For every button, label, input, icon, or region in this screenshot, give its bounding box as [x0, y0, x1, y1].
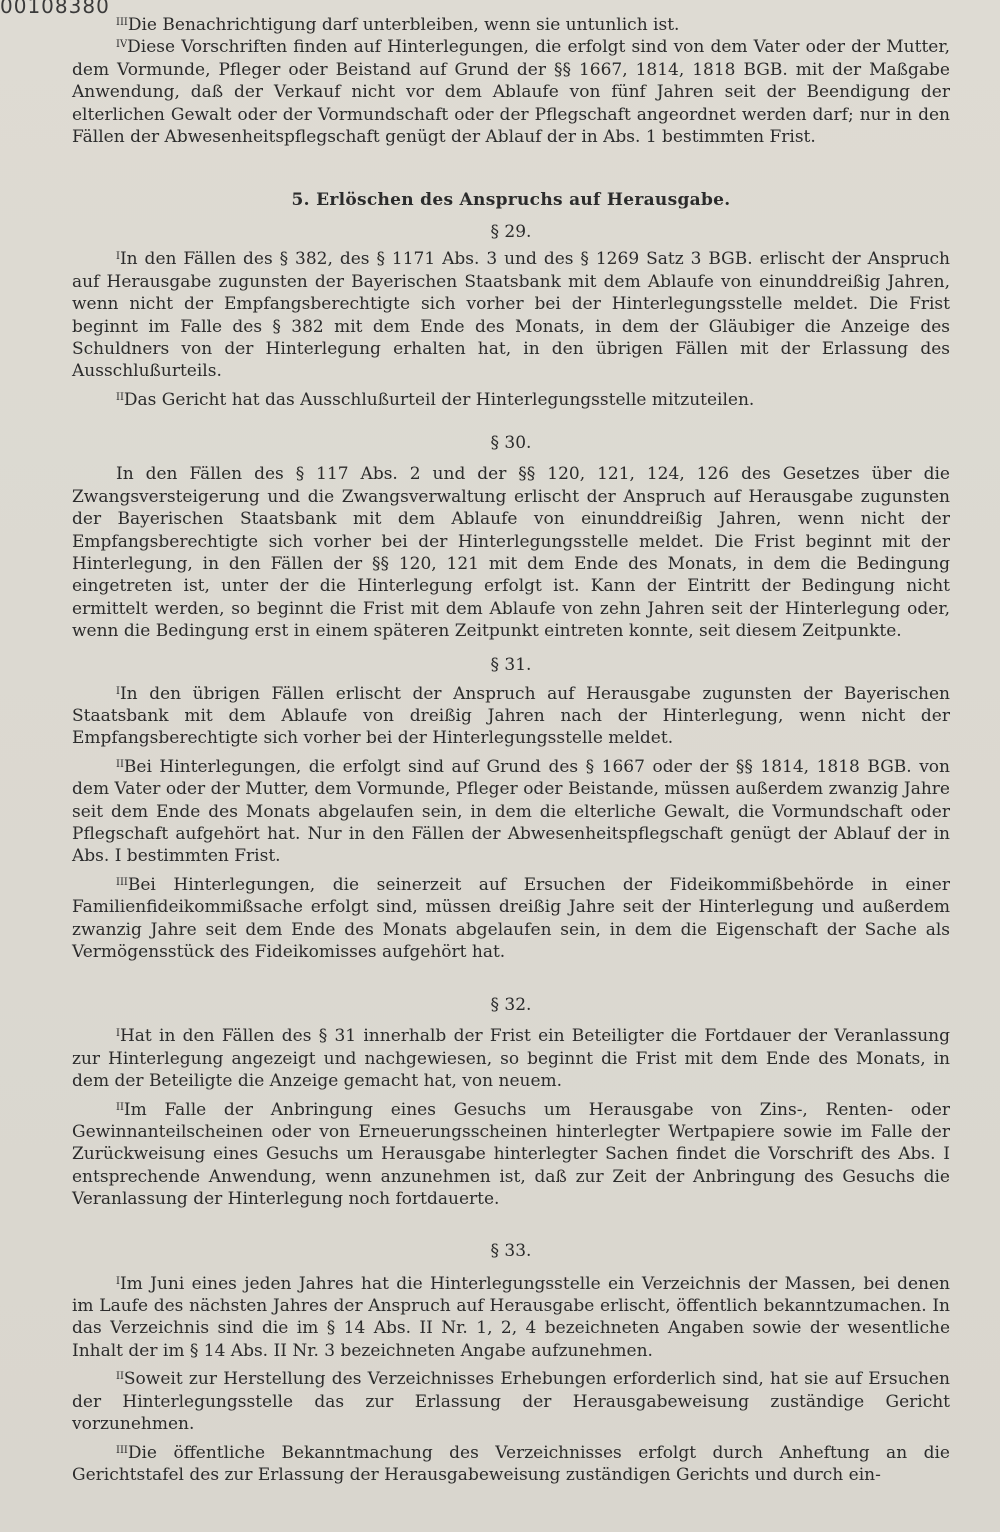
s33-paragraph-2: $^{II}$Soweit zur Herstellung des Verzeichnisses Erhebungen erforderlich sind, hat sie auf Ersuchen der Hinterlegungsstelle das zur Erlassung der Herausgabeweisung zuständige Gericht vorzunehmen.: [72, 1369, 950, 1435]
s31-paragraph-1: $^I$In den übrigen Fällen erlischt der Anspruch auf Herausgabe zugunsten der Bayerischen Staatsbank mit dem Ablaufe von dreißig Jahren nach der Hinterlegung, wenn nicht der Empfangsberechtigte sich vorher bei der Hinterlegungsstelle meldet.: [72, 683, 950, 749]
s32-paragraph-1: $^I$Hat in den Fällen des § 31 innerhalb der Frist ein Beteiligter die Fortdauer der Veranlassung zur Hinterlegung angezeigt und nachgewiesen, so beginnt die Frist mit dem Ende des Monats, in dem der Beteiligte die Anzeige gemacht hat, von neuem.: [72, 1026, 950, 1092]
paragraph-heading-29: § 29.: [490, 222, 532, 243]
intro-paragraph-4: $^{IV}$Diese Vorschriften finden auf Hinterlegungen, die erfolgt sind von dem Vater oder der Mutter, dem Vormunde, Pfleger oder Beistand auf Grund der §§ 1667, 1814, 1818 BGB. mit der Maßgabe Anwendung, daß der Verkauf nicht vor dem Ablaufe von fünf Jahren seit der Beendigung der elterlichen Gewalt oder der Vormundschaft oder der Pflegschaft angeordnet werden darf; nur in den Fällen der Abwesenheitspflegschaft genügt der Ablauf der in Abs. 1 bestimmten Frist.: [72, 37, 950, 148]
s33-paragraph-1: $^I$Im Juni eines jeden Jahres hat die Hinterlegungsstelle ein Verzeichnis der Massen, bei denen im Laufe des nächsten Jahres der Anspruch auf Herausgabe erlischt, öffentlich bekanntzumachen. In das Verzeichnis sind die im § 14 Abs. II Nr. 1, 2, 4 bezeichneten Angaben sowie der wesentliche Inhalt der im § 14 Abs. II Nr. 3 bezeichneten Angabe aufzunehmen.: [72, 1273, 950, 1361]
s29-paragraph-2: $^{II}$Das Gericht hat das Ausschlußurteil der Hinterlegungsstelle mitzuteilen.: [116, 389, 755, 410]
section-title: 5. Erlöschen des Anspruchs auf Herausgabe.: [291, 190, 731, 211]
intro-paragraph-3: $^{III}$Die Benachrichtigung darf unterbleiben, wenn sie untunlich ist.: [116, 15, 680, 35]
s33-paragraph-3: $^{III}$Die öffentliche Bekanntmachung des Verzeichnisses erfolgt durch Anheftung an die Gerichtstafel des zur Erlassung der Herausgabeweisung zuständigen Gerichts und durch ein-: [72, 1442, 950, 1485]
s30-paragraph-1: In den Fällen des § 117 Abs. 2 und der §§ 120, 121, 124, 126 des Gesetzes über die Zwangsversteigerung und die Zwangsverwaltung erlischt der Anspruch auf Herausgabe zugunsten der Bayerischen Staatsbank mit dem Ablaufe von einunddreißig Jahren, wenn nicht der Empfangsberechtigte sich vorher bei der Hinterlegungsstelle meldet. Die Frist beginnt mit der Hinterlegung, in den Fällen der §§ 120, 121 mit dem Ende des Monats, in dem die Bedingung eingetreten ist, unter der die Hinterlegung erfolgt ist. Kann der Eintritt der Bedingung nicht ermittelt werden, so beginnt die Frist mit dem Ablaufe von zehn Jahren seit der Hinterlegung oder, wenn die Bedingung erst in einem späteren Zeitpunkt eintreten konnte, seit diesem Zeitpunkte.: [72, 464, 950, 642]
archive-stamp-number: 00108380: [0, 0, 110, 18]
paragraph-heading-33: § 33.: [490, 1240, 532, 1261]
s31-paragraph-2: $^{II}$Bei Hinterlegungen, die erfolgt sind auf Grund des § 1667 oder der §§ 1814, 1818 BGB. von dem Vater oder der Mutter, dem Vormunde, Pfleger oder Beistande, müssen außerdem zwanzig Jahre seit dem Ende des Monats abgelaufen sein, in dem die elterliche Gewalt, die Vormundschaft oder Pflegschaft aufgehört hat. Nur in den Fällen der Abwesenheitspflegschaft genügt der Ablauf der in Abs. I bestimmten Frist.: [72, 756, 950, 867]
s32-paragraph-2: $^{II}$Im Falle der Anbringung eines Gesuchs um Herausgabe von Zins-, Renten- oder Gewinnanteilscheinen oder von Erneuerungsscheinen hinterlegter Wertpapiere sowie im Falle der Zurückweisung eines Gesuchs um Herausgabe hinterlegter Sachen findet die Vorschrift des Abs. I entsprechende Anwendung, wenn anzunehmen ist, daß zur Zeit der Anbringung des Gesuchs die Veranlassung der Hinterlegung noch fortdauerte.: [72, 1099, 950, 1210]
paragraph-heading-31: § 31.: [490, 654, 532, 675]
paragraph-heading-32: § 32.: [490, 995, 532, 1016]
s29-paragraph-1: $^I$In den Fällen des § 382, des § 1171 Abs. 3 und des § 1269 Satz 3 BGB. erlischt der Anspruch auf Herausgabe zugunsten der Bayerischen Staatsbank mit dem Ablaufe von einunddreißig Jahren, wenn nicht der Empfangsberechtigte sich vorher bei der Hinterlegungsstelle meldet. Die Frist beginnt im Falle des § 382 mit dem Ende des Monats, in dem der Gläubiger die Anzeige des Schuldners von der Hinterlegung erhalten hat, in den übrigen Fällen mit der Erlassung des Ausschlußurteils.: [72, 249, 950, 382]
s31-paragraph-3: $^{III}$Bei Hinterlegungen, die seinerzeit auf Ersuchen der Fideikommißbehörde in einer Familienfideikommißsache erfolgt sind, müssen dreißig Jahre seit der Hinterlegung und außerdem zwanzig Jahre seit dem Ende des Monats abgelaufen sein, in dem die Eigenschaft der Sache als Vermögensstück des Fideikomisses aufgehört hat.: [72, 874, 950, 962]
paragraph-heading-30: § 30.: [490, 433, 532, 454]
